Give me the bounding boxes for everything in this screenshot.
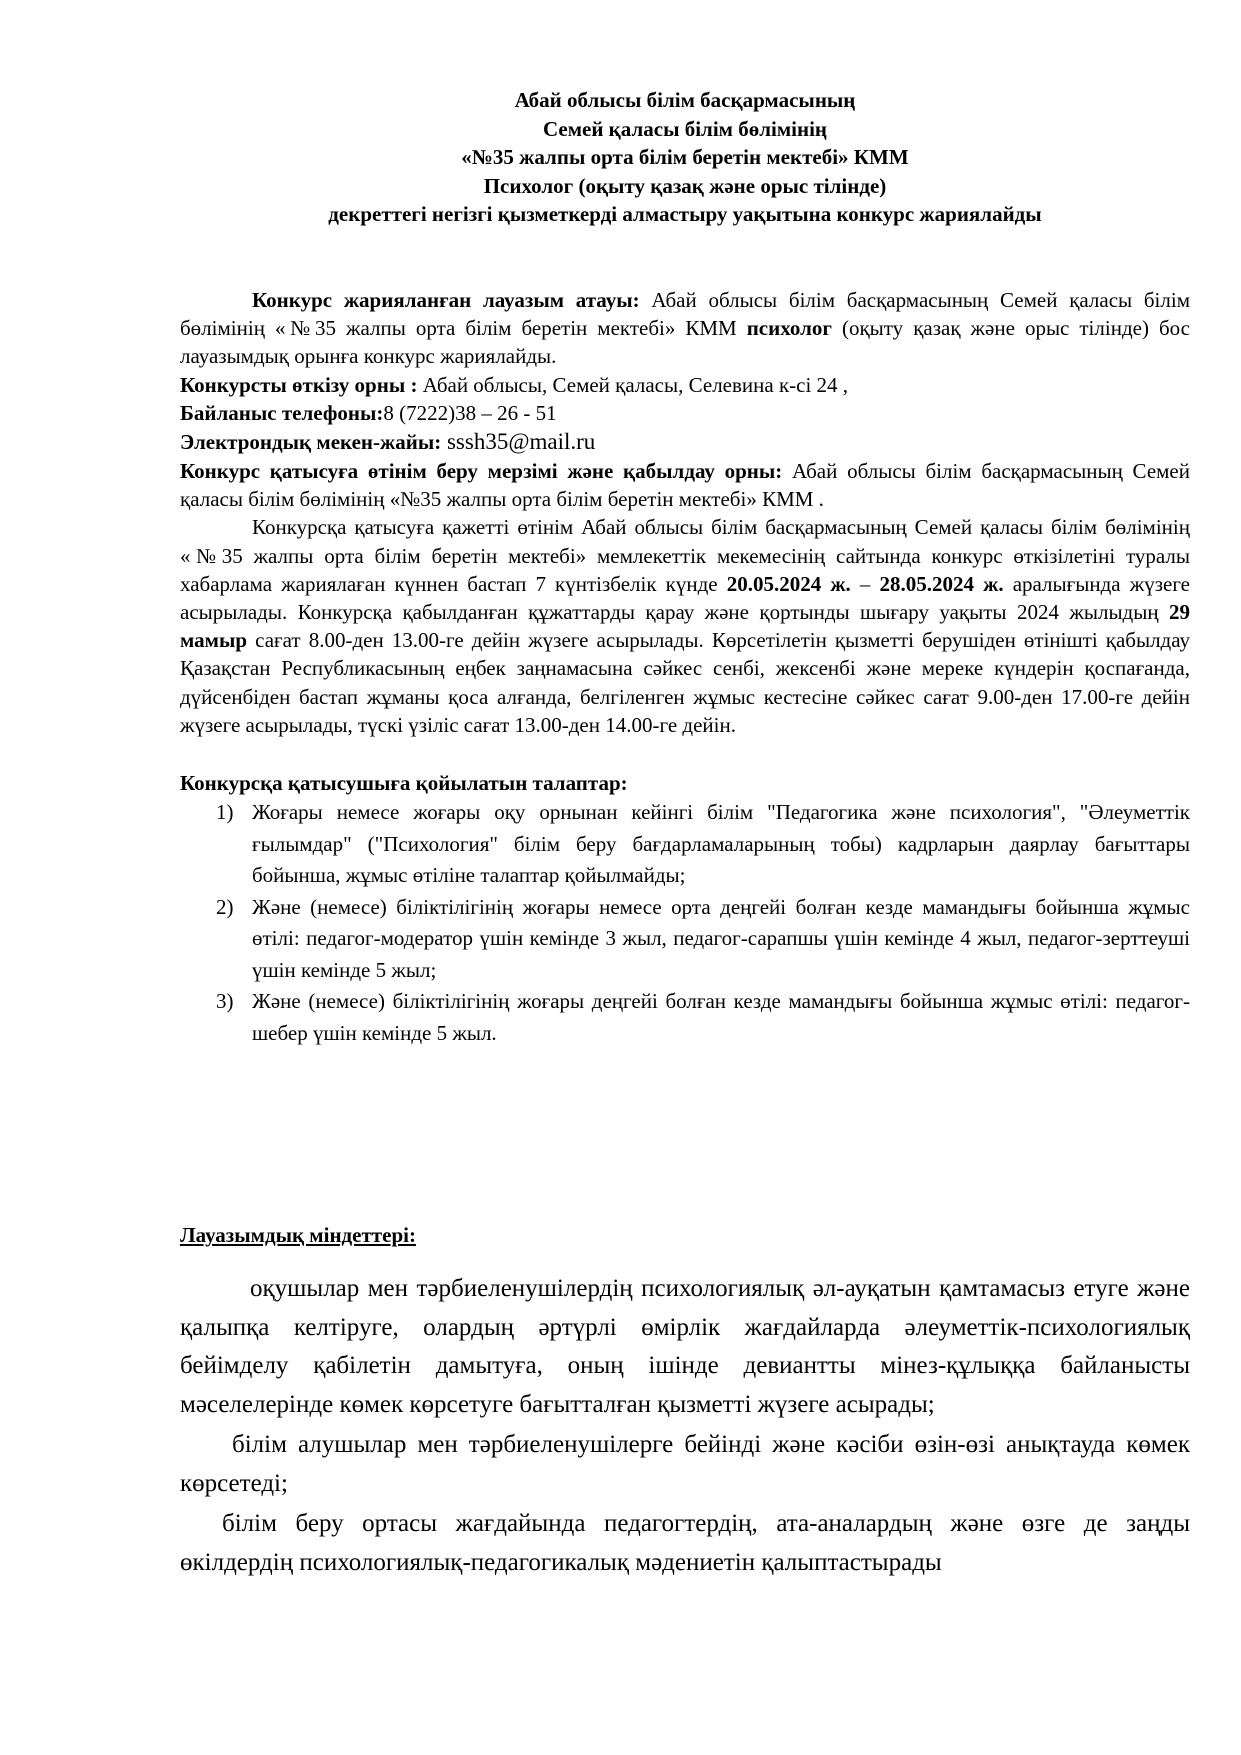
procedure-text-1: Конкурсқа қатысуға қажетті өтінім Абай облысы білім басқармасының Семей қаласы білім бөлімінің «№35 жалпы орта білім беретін мектебі» мемлекеттік мекемесінің сайтында конкурс өткізілетіні туралы хабарлама жариялаған күннен бастап 7 күнтізбелік күнде <box>180 515 1190 596</box>
header-line-4: Психолог (оқыту қазақ және орыс тілінде) <box>483 173 887 198</box>
position-text-1: Абай облысы білім басқармасының Семей қаласы білім бөлімінің «№35 жалпы орта білім беретін мектебі» КММ <box>180 288 1190 341</box>
venue-label: Конкурсты өткізу орны : <box>180 372 418 397</box>
position-label: Конкурс жарияланған лауазым атауы: <box>252 288 640 312</box>
requirements-list <box>180 797 1190 1049</box>
position-bold-word: психолог <box>746 316 832 341</box>
position-text-2: (оқыту қазақ және орыс тілінде) бос лауазымдық орынға конкурс жариялайды. <box>180 316 1190 369</box>
header-line-3: «№35 жалпы орта білім беретін мектебі» КММ <box>461 145 909 169</box>
header-line-1: Абай облысы білім басқармасының <box>514 88 856 112</box>
email-label: Электрондық мекен-жайы: <box>180 430 442 455</box>
application-place-paragraph <box>180 457 1190 513</box>
requirement-text: Және (немесе) біліктілігінің жоғары немесе орта деңгейі болған кезде мамандығы бойынша жұмыс өтілі: педагог-модератор үшін кемінде 3 жыл, педагог-сарапшы үшін кемінде 4 жыл, педагог-зерттеуші үшін кемінде 5 жыл; <box>252 894 1190 982</box>
procedure-text-2: аралығында жүзеге асырылады. Конкурсқа қабылданған құжаттарды қарау және қортынды шығару уақыты 2024 жылыдың <box>180 571 1191 625</box>
review-date: 29 мамыр <box>180 600 1190 653</box>
venue-value: Абай облысы, Семей қаласы, Селевина к-сі 24 , <box>417 372 849 397</box>
date-to: 28.05.2024 ж. <box>879 571 1004 596</box>
document-header <box>180 86 1190 229</box>
date-dash: – <box>850 571 880 596</box>
phone-value: 8 (7222)38 – 26 - 51 <box>383 400 557 425</box>
email-line <box>180 427 1190 457</box>
duties-title: Лауазымдық міндеттері: <box>180 1223 416 1247</box>
application-place-value: Абай облысы білім басқармасының Семей қаласы білім бөлімінің «№35 жалпы орта білім беретін мектебі» КММ . <box>180 459 1190 512</box>
requirement-number: 3) <box>216 989 234 1014</box>
requirement-number: 2) <box>216 894 234 919</box>
requirement-item <box>180 797 1190 892</box>
procedure-text-3: сағат 8.00-ден 13.00-ге дейін жүзеге асырылады. Көрсетілетін қызметті берушіден өтінішті қабылдау Қазақстан Республикасының еңбек заңнамасына сәйкес сенбі, жексенбі және мереке күндерін қоспағанда, дүйсенбіден бастап жұманы қоса алғанда, белгіленген жұмыс кестесіне сәйкес сағат 9.00-ден 17.00-ге дейін жүзеге асырылады, түскі үзіліс сағат 13.00-ден 14.00-ге дейін. <box>180 628 1190 737</box>
requirement-item <box>180 892 1190 987</box>
header-line-5: декреттегі негізгі қызметкерді алмастыру уақытына конкурс жариялайды <box>328 202 1042 226</box>
header-line-2: Семей қаласы білім бөлімінің <box>542 116 828 141</box>
date-from: 20.05.2024 ж. <box>726 571 851 596</box>
requirements-title: Конкурсқа қатысушыға қойылатын талаптар: <box>180 771 628 796</box>
email-value: sssh35@mail.ru <box>441 429 596 455</box>
document-body <box>180 286 1190 1049</box>
phone-label: Байланыс телефоны: <box>180 400 384 425</box>
requirement-text: Жоғары немесе жоғары оқу орнынан кейінгі білім "Педагогика және психология", "Әлеуметтік ғылымдар" ("Психология" білім беру бағдарламаларының тобы) кадрларын даярлау бағыттары бойынша, жұмыс өтіліне талаптар қойылмайды; <box>252 800 1190 888</box>
duty-paragraph: білім алушылар мен тәрбиеленушілерге бейінді және кәсіби өзін-өзі анықтауда көмек көрсетеді; <box>180 1431 1190 1497</box>
venue-line <box>180 371 1190 399</box>
requirement-number: 1) <box>216 800 234 825</box>
requirement-item <box>180 986 1190 1049</box>
position-paragraph <box>180 286 1190 371</box>
duty-paragraph: білім беру ортасы жағдайында педагогтердің, ата-аналардың және өзге де заңды өкілдердің психологиялық-педагогикалық мәдениетін қалыптастырады <box>180 1510 1190 1576</box>
procedure-paragraph <box>180 513 1190 739</box>
requirement-text: Және (немесе) біліктілігінің жоғары деңгейі болған кезде мамандығы бойынша жұмыс өтілі: педагог-шебер үшін кемінде 5 жыл. <box>252 989 1190 1045</box>
phone-line <box>180 399 1190 427</box>
duties-section <box>180 1270 1190 1584</box>
duty-paragraph: оқушылар мен тәрбиеленушілердің психологиялық әл-ауқатын қамтамасыз етуге және қалыпқа келтіруге, олардың әртүрлі өмірлік жағдайларда әлеуметтік-психологиялық бейімделу қабілетін дамытуға, оның ішінде девиантты мінез-құлыққа байланысты мәселелерінде көмек көрсетуге бағытталған қызметті жүзеге асырады; <box>180 1275 1190 1418</box>
application-place-label: Конкурс қатысуға өтінім беру мерзімі және қабылдау орны: <box>180 459 783 484</box>
